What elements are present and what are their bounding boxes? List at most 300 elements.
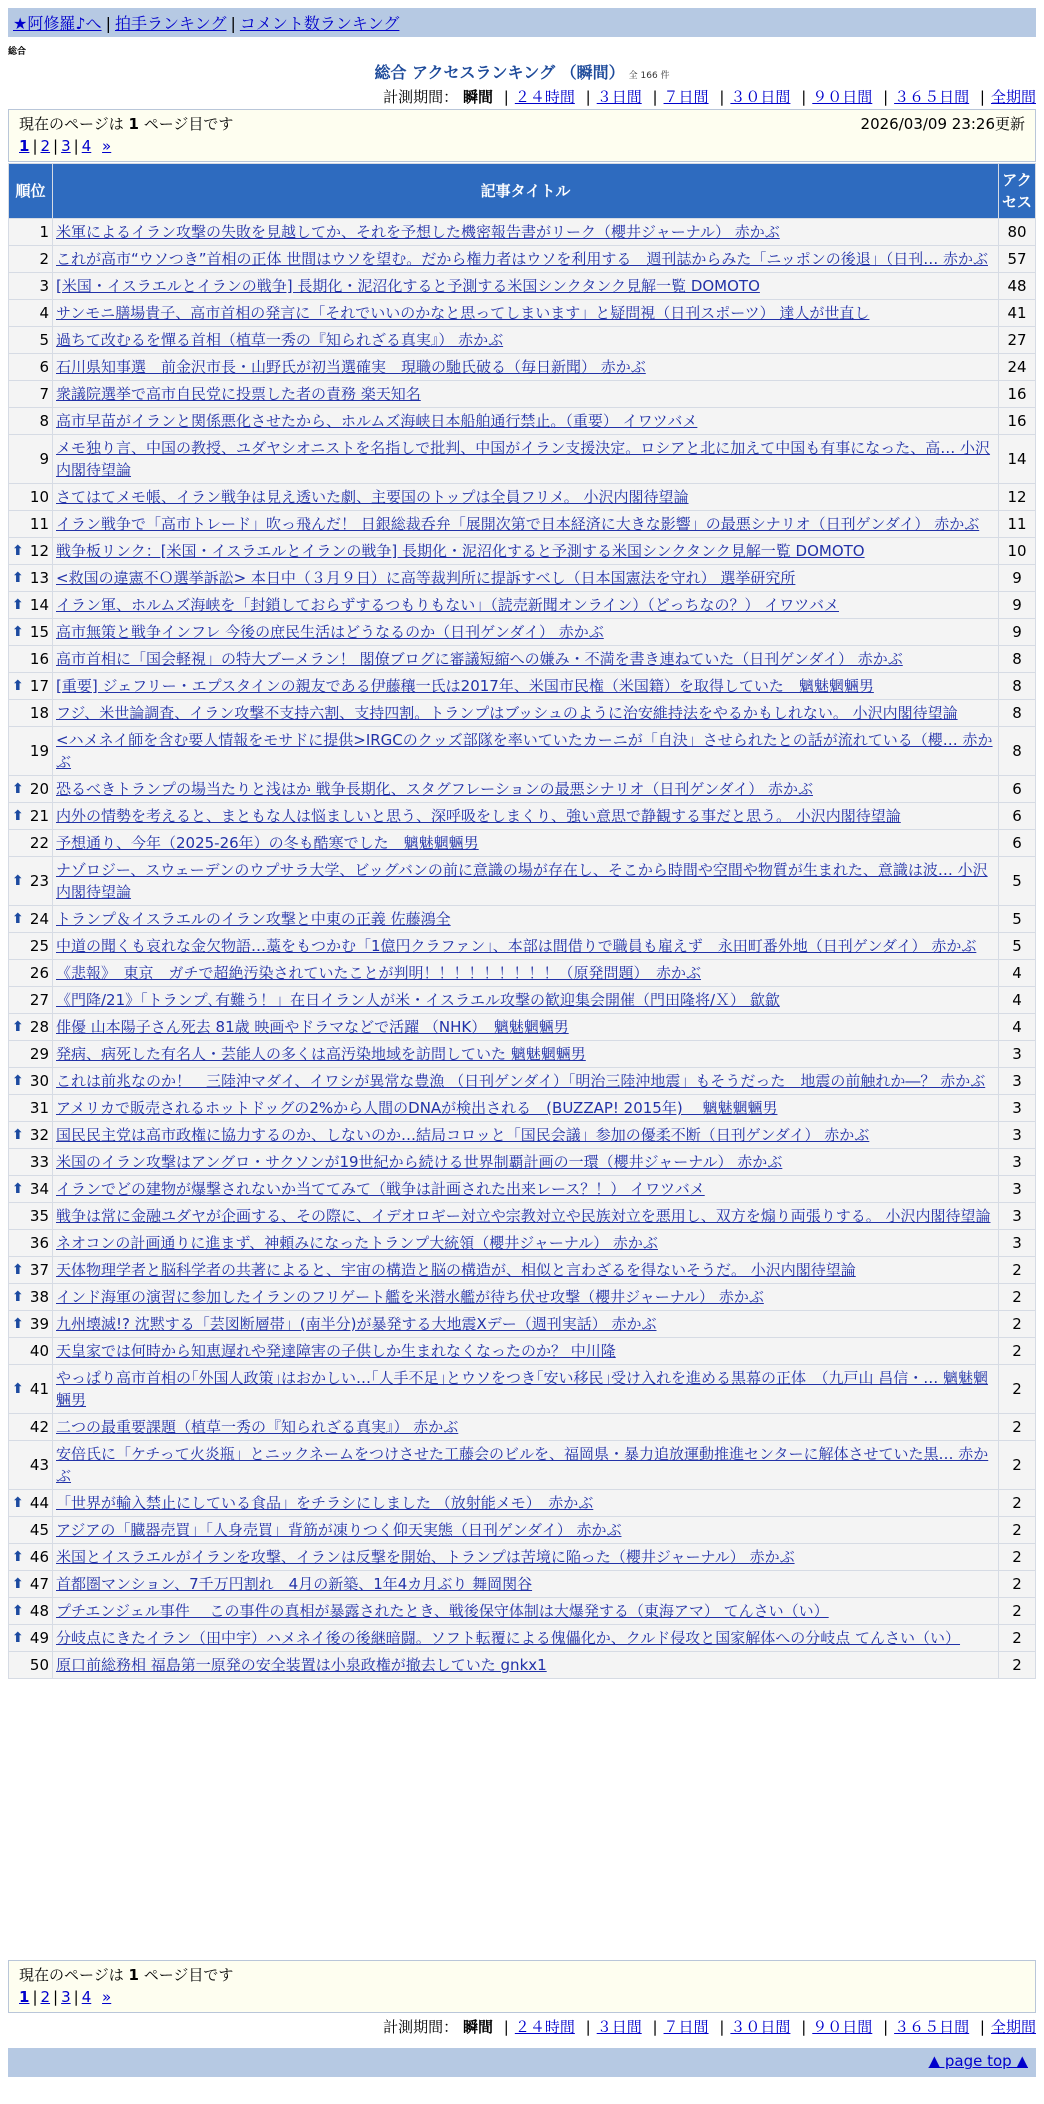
title-cell bbox=[53, 592, 998, 618]
table-row bbox=[9, 1203, 1035, 1229]
article-link[interactable]: 九州壊滅!? 沈黙する「芸図断層帯」(南半分)が暴発する大地震Xデー（週刊実話） 赤かぶ bbox=[56, 1315, 657, 1333]
rank-number: 13 bbox=[29, 569, 49, 587]
access-count: 10 bbox=[999, 538, 1035, 564]
rank-cell bbox=[9, 1544, 52, 1570]
access-count: 3 bbox=[999, 1041, 1035, 1067]
title-cell bbox=[53, 727, 998, 775]
article-link[interactable]: 天体物理学者と脳科学者の共著によると、宇宙の構造と脳の構造が、相似と言わざるを得ないそうだ。 小沢内閣待望論 bbox=[56, 1261, 856, 1279]
access-count: 4 bbox=[999, 987, 1035, 1013]
period-selector-bottom: 計測期間： 瞬間 | ２４時間 | ３日間 | ７日間 | ３０日間 | ９０日間 | ３６５日間 | 全期間 bbox=[383, 2018, 1036, 2036]
title-cell bbox=[53, 906, 998, 932]
table-row bbox=[9, 592, 1035, 618]
article-link[interactable]: 「世界が輸入禁止にしている食品」をチラシにしました （放射能メモ） 赤かぶ bbox=[56, 1494, 594, 1512]
access-count: 11 bbox=[999, 511, 1035, 537]
page-title-text: 総合 アクセスランキング （瞬間） bbox=[374, 63, 625, 82]
rank-up-arrow-icon: ⬆ bbox=[12, 1127, 24, 1143]
access-count: 12 bbox=[999, 484, 1035, 510]
table-row bbox=[9, 960, 1035, 986]
period-link-30d[interactable]: ３０日間 bbox=[730, 88, 791, 106]
rank-up-arrow-icon: ⬆ bbox=[12, 781, 24, 797]
article-link[interactable]: これは前兆なのか！ 三陸沖マダイ、イワシが異常な豊漁 （日刊ゲンダイ）「明治三陸沖地震」もそうだった 地震の前触れか―？ 赤かぶ bbox=[56, 1072, 986, 1090]
access-count: 16 bbox=[999, 408, 1035, 434]
period-label: 計測期間： bbox=[383, 88, 459, 106]
table-row bbox=[9, 933, 1035, 959]
rank-up-arrow-icon: ⬆ bbox=[12, 1549, 24, 1565]
rank-cell bbox=[9, 1598, 52, 1624]
article-link[interactable]: トランプ＆イスラエルのイラン攻撃と中東の正義 佐藤鴻全 bbox=[56, 910, 451, 928]
article-link[interactable]: [米国・イスラエルとイランの戦争] 長期化・泥沼化すると予測する米国シンクタンク見解一覧 DOMOTO bbox=[56, 277, 760, 295]
rank-cell bbox=[9, 1041, 52, 1067]
page-status: 現在のページは 1 ページ目です bbox=[19, 115, 234, 133]
article-link[interactable]: 二つの最重要課題（植草一秀の『知られざる真実』） 赤かぶ bbox=[56, 1418, 459, 1436]
rank-number: 48 bbox=[29, 1602, 49, 1620]
title-cell bbox=[53, 1652, 998, 1678]
table-row bbox=[9, 987, 1035, 1013]
table-row bbox=[9, 1014, 1035, 1040]
period-link-365d[interactable]: ３６５日間 bbox=[894, 2018, 970, 2036]
table-row bbox=[9, 1068, 1035, 1094]
rank-number: 39 bbox=[29, 1315, 49, 1333]
rank-number: 30 bbox=[29, 1072, 49, 1090]
rank-cell bbox=[9, 1176, 52, 1202]
rank-cell bbox=[9, 1230, 52, 1256]
category-label: 総合 bbox=[8, 47, 27, 57]
rank-cell bbox=[9, 1257, 52, 1283]
article-link[interactable]: 分岐点にきたイラン（田中宇）ハメネイ後の後継暗闘。ソフト転覆による傀儡化か、クルド侵攻と国家解体への分岐点 てんさい（い） bbox=[56, 1629, 961, 1647]
table-row bbox=[9, 1041, 1035, 1067]
rank-cell bbox=[9, 1490, 52, 1516]
rank-cell bbox=[9, 381, 52, 407]
article-link[interactable]: 高市早苗がイランと関係悪化させたから、ホルムズ海峡日本船舶通行禁止。（重要） イワツバメ bbox=[56, 412, 698, 430]
rank-cell bbox=[9, 830, 52, 856]
rank-number: 40 bbox=[29, 1342, 49, 1360]
rank-up-arrow-icon: ⬆ bbox=[12, 1289, 24, 1305]
page-top-link[interactable]: ▲ page top ▲ bbox=[928, 2052, 1028, 2070]
period-link-all[interactable]: 全期間 bbox=[990, 88, 1036, 106]
access-count: 24 bbox=[999, 354, 1035, 380]
rank-number: 15 bbox=[29, 623, 49, 641]
article-link[interactable]: <救国の違憲不Ｏ選挙訴訟> 本日中（３月９日）に高等裁判所に提訴すべし（日本国憲法を守れ） 選挙研究所 bbox=[56, 569, 796, 587]
rank-up-arrow-icon: ⬆ bbox=[12, 1576, 24, 1592]
table-row bbox=[9, 354, 1035, 380]
article-link[interactable]: フジ、米世論調査、イラン攻撃不支持六割、支持四割。トランプはブッシュのように治安維持法をやるかもしれない。 小沢内閣待望論 bbox=[56, 704, 958, 722]
page-link-1[interactable]: 1 bbox=[19, 137, 30, 155]
rank-cell bbox=[9, 1149, 52, 1175]
title-cell bbox=[53, 484, 998, 510]
access-count: 3 bbox=[999, 1230, 1035, 1256]
title-cell bbox=[53, 246, 998, 272]
article-link[interactable]: 国民民主党は高市政権に協力するのか、しないのか…結局コロッと「国民会議」参加の優柔不断（日刊ゲンダイ） 赤かぶ bbox=[56, 1126, 870, 1144]
page-status-bottom: 現在のページは 1 ページ目です bbox=[19, 1966, 234, 1984]
title-cell bbox=[53, 1257, 998, 1283]
rank-cell bbox=[9, 727, 52, 775]
rank-cell bbox=[9, 300, 52, 326]
title-cell bbox=[53, 435, 998, 483]
rank-number: 20 bbox=[29, 780, 49, 798]
page-link-2[interactable]: 2 bbox=[40, 137, 51, 155]
rank-cell bbox=[9, 1338, 52, 1364]
rank-number: 42 bbox=[29, 1418, 49, 1436]
page-link-1[interactable]: 1 bbox=[19, 1988, 30, 2006]
article-link[interactable]: プチエンジェル事件 この事件の真相が暴露されたとき、戦後保守体制は大爆発する（東海アマ） てんさい（い） bbox=[56, 1602, 829, 1620]
rank-number: 26 bbox=[29, 964, 49, 982]
article-link[interactable]: 中道の聞くも哀れな金欠物語…藁をもつかむ「1億円クラファン」、本部は間借りで職員も雇えず 永田町番外地（日刊ゲンダイ） 赤かぶ bbox=[56, 937, 977, 955]
title-cell bbox=[53, 1517, 998, 1543]
next-page-link[interactable]: » bbox=[102, 1988, 112, 2006]
title-cell bbox=[53, 1338, 998, 1364]
rank-cell bbox=[9, 987, 52, 1013]
rank-cell bbox=[9, 484, 52, 510]
rank-number: 33 bbox=[29, 1153, 49, 1171]
access-count: 4 bbox=[999, 1014, 1035, 1040]
table-row bbox=[9, 565, 1035, 591]
period-link-24h[interactable]: ２４時間 bbox=[514, 2018, 575, 2036]
access-count: 4 bbox=[999, 960, 1035, 986]
article-link[interactable]: 米国とイスラエルがイランを攻撃、イランは反撃を開始、トランプは苦境に陥った（櫻井ジャーナル） 赤かぶ bbox=[56, 1548, 795, 1566]
article-link[interactable]: 米軍によるイラン攻撃の失敗を見越してか、それを予想した機密報告書がリーク（櫻井ジャーナル） 赤かぶ bbox=[56, 223, 780, 241]
table-row bbox=[9, 776, 1035, 802]
column-header-access: アクセス bbox=[999, 164, 1035, 218]
article-link[interactable]: 恐るべきトランプの場当たりと浅はか 戦争長期化、スタグフレーションの最悪シナリオ（日刊ゲンダイ） 赤かぶ bbox=[56, 780, 813, 798]
page-link-4[interactable]: 4 bbox=[81, 137, 92, 155]
title-cell bbox=[53, 219, 998, 245]
table-row bbox=[9, 435, 1035, 483]
title-cell bbox=[53, 673, 998, 699]
article-link[interactable]: ナゾロジー、スウェーデンのウプサラ大学、ビッグバンの前に意識の場が存在し、そこから時間や空間や物質が生まれた、意識は波… 小沢内閣待望論 bbox=[56, 861, 988, 901]
period-link-90d[interactable]: ９０日間 bbox=[812, 88, 873, 106]
article-link[interactable]: 《門降/21》「トランプ､有難う！」在日イラン人が米・イスラエル攻撃の歓迎集会開催（門田隆将/Ｘ） 歙歙 bbox=[56, 991, 780, 1009]
title-cell bbox=[53, 1068, 998, 1094]
period-current: 瞬間 bbox=[462, 88, 493, 106]
title-cell bbox=[53, 1284, 998, 1310]
rank-number: 22 bbox=[29, 834, 49, 852]
access-count: 41 bbox=[999, 300, 1035, 326]
article-link[interactable]: サンモニ膳場貴子、高市首相の発言に「それでいいのかなと思ってしまいます」と疑問視（日刊スポーツ） 達人が世直し bbox=[56, 304, 870, 322]
title-cell bbox=[53, 933, 998, 959]
period-label: 計測期間： bbox=[383, 2018, 459, 2036]
article-link[interactable]: 内外の情勢を考えると、まともな人は悩ましいと思う、深呼吸をしまくり、強い意思で静観する事だと思う。 小沢内閣待望論 bbox=[56, 807, 901, 825]
column-header-title: 記事タイトル bbox=[53, 164, 998, 218]
rank-number: 5 bbox=[39, 331, 49, 349]
rank-cell bbox=[9, 1122, 52, 1148]
article-link[interactable]: アジアの「臓器売買」「人身売買」背筋が凍りつく仰天実態（日刊ゲンダイ） 赤かぶ bbox=[56, 1521, 622, 1539]
access-count: 57 bbox=[999, 246, 1035, 272]
rank-cell bbox=[9, 511, 52, 537]
article-link[interactable]: 俳優 山本陽子さん死去 81歳 映画やドラマなどで活躍 （NHK） 魑魅魍魎男 bbox=[56, 1018, 569, 1036]
title-cell bbox=[53, 1490, 998, 1516]
rank-cell bbox=[9, 619, 52, 645]
page-link-3[interactable]: 3 bbox=[61, 137, 71, 155]
rank-number: 27 bbox=[29, 991, 49, 1009]
bottom-bar bbox=[8, 2048, 1036, 2077]
title-cell bbox=[53, 300, 998, 326]
article-link[interactable]: 米国のイラン攻撃はアングロ・サクソンが19世紀から続ける世界制覇計画の一環（櫻井ジャーナル） 赤かぶ bbox=[56, 1153, 783, 1171]
rank-up-arrow-icon: ⬆ bbox=[12, 1495, 24, 1511]
rank-up-arrow-icon: ⬆ bbox=[12, 1262, 24, 1278]
rank-cell bbox=[9, 933, 52, 959]
article-link[interactable]: アメリカで販売されるホットドッグの2%から人間のDNAが検出される (BUZZAP! 2015年) 魑魅魍魎男 bbox=[56, 1099, 778, 1117]
title-cell bbox=[53, 1365, 998, 1413]
access-count: 8 bbox=[999, 727, 1035, 775]
rank-cell bbox=[9, 1095, 52, 1121]
access-count: 3 bbox=[999, 1149, 1035, 1175]
rank-up-arrow-icon: ⬆ bbox=[12, 808, 24, 824]
title-cell bbox=[53, 1544, 998, 1570]
period-link-3d[interactable]: ３日間 bbox=[596, 2018, 642, 2036]
rank-number: 6 bbox=[39, 358, 49, 376]
rank-cell bbox=[9, 1365, 52, 1413]
period-link-90d[interactable]: ９０日間 bbox=[812, 2018, 873, 2036]
table-row bbox=[9, 246, 1035, 272]
page-title bbox=[0, 60, 1044, 83]
rank-number: 24 bbox=[29, 910, 49, 928]
rank-number: 36 bbox=[29, 1234, 49, 1252]
access-count: 5 bbox=[999, 857, 1035, 905]
clap-ranking-link[interactable]: 拍手ランキング bbox=[114, 14, 227, 33]
access-count: 3 bbox=[999, 1068, 1035, 1094]
article-link[interactable]: メモ独り言、中国の教授、ユダヤシオニストを名指しで批判、中国がイラン支援決定。ロシアと北に加えて中国も有事になった、高… 小沢内閣待望論 bbox=[56, 439, 991, 479]
rank-cell bbox=[9, 565, 52, 591]
article-link[interactable]: 戦争は常に金融ユダヤが企画する、その際に、イデオロギー対立や宗教対立や民族対立を悪用し、双方を煽り両張りする。 小沢内閣待望論 bbox=[56, 1207, 991, 1225]
rank-up-arrow-icon: ⬆ bbox=[12, 1181, 24, 1197]
total-count: 全 166 件 bbox=[628, 71, 670, 81]
table-row bbox=[9, 1490, 1035, 1516]
title-cell bbox=[53, 1041, 998, 1067]
access-count: 5 bbox=[999, 906, 1035, 932]
access-count: 2 bbox=[999, 1311, 1035, 1337]
rank-cell bbox=[9, 246, 52, 272]
access-count: 5 bbox=[999, 933, 1035, 959]
article-link[interactable]: やっぱり高市首相の｢外国人政策｣はおかしい…｢人手不足｣とウソをつき｢安い移民｣受け入れを進める黒幕の正体 （九戸山 昌信・… 魑魅魍魎男 bbox=[56, 1369, 989, 1409]
access-count: 6 bbox=[999, 803, 1035, 829]
rank-cell bbox=[9, 857, 52, 905]
period-link-24h[interactable]: ２４時間 bbox=[514, 88, 575, 106]
rank-up-arrow-icon: ⬆ bbox=[12, 1381, 24, 1397]
article-link[interactable]: 発病、病死した有名人・芸能人の多くは高汚染地域を訪問していた 魑魅魍魎男 bbox=[56, 1045, 586, 1063]
title-cell bbox=[53, 1625, 998, 1651]
access-count: 27 bbox=[999, 327, 1035, 353]
rank-number: 4 bbox=[39, 304, 49, 322]
table-row bbox=[9, 1365, 1035, 1413]
table-row bbox=[9, 1149, 1035, 1175]
rank-number: 46 bbox=[29, 1548, 49, 1566]
title-cell bbox=[53, 1571, 998, 1597]
access-count: 3 bbox=[999, 1203, 1035, 1229]
updated-timestamp: 2026/03/09 23:26更新 bbox=[860, 115, 1025, 133]
rank-cell bbox=[9, 803, 52, 829]
ranking-table bbox=[8, 163, 1036, 1679]
rank-up-arrow-icon: ⬆ bbox=[12, 1073, 24, 1089]
access-count: 2 bbox=[999, 1652, 1035, 1678]
title-cell bbox=[53, 1441, 998, 1489]
title-cell bbox=[53, 1095, 998, 1121]
article-link[interactable]: 《悲報》 東京 ガチで超絶汚染されていたことが判明！！！！！！！！！（原発問題） 赤かぶ bbox=[56, 964, 702, 982]
access-count: 2 bbox=[999, 1571, 1035, 1597]
rank-number: 23 bbox=[29, 872, 49, 890]
table-row bbox=[9, 1517, 1035, 1543]
rank-up-arrow-icon: ⬆ bbox=[12, 1603, 24, 1619]
table-row bbox=[9, 1598, 1035, 1624]
article-link[interactable]: 石川県知事選 前金沢市長・山野氏が初当選確実 現職の馳氏破る（毎日新聞） 赤かぶ bbox=[56, 358, 646, 376]
access-count: 6 bbox=[999, 830, 1035, 856]
article-link[interactable]: 首都圏マンション、7千万円割れ 4月の新築、1年4カ月ぶり 舞岡関谷 bbox=[56, 1575, 533, 1593]
rank-number: 35 bbox=[29, 1207, 49, 1225]
period-link-3d[interactable]: ３日間 bbox=[596, 88, 642, 106]
title-cell bbox=[53, 830, 998, 856]
article-link[interactable]: インド海軍の演習に参加したイランのフリゲート艦を米潜水艦が待ち伏せ攻撃（櫻井ジャーナル） 赤かぶ bbox=[56, 1288, 764, 1306]
article-link[interactable]: イラン軍、ホルムズ海峡を「封鎖しておらずするつもりもない」（読売新聞オンライン）（どっちなの？） イワツバメ bbox=[56, 596, 839, 614]
top-nav-bar: ★阿修羅♪へ | 拍手ランキング | コメント数ランキング bbox=[8, 8, 1036, 37]
access-count: 14 bbox=[999, 435, 1035, 483]
access-count: 2 bbox=[999, 1598, 1035, 1624]
article-link[interactable]: 過ちて改むるを憚る首相（植草一秀の『知られざる真実』） 赤かぶ bbox=[56, 331, 504, 349]
table-row bbox=[9, 1230, 1035, 1256]
period-link-7d[interactable]: ７日間 bbox=[663, 88, 709, 106]
table-row bbox=[9, 511, 1035, 537]
access-count: 2 bbox=[999, 1338, 1035, 1364]
rank-up-arrow-icon: ⬆ bbox=[12, 1316, 24, 1332]
access-count: 2 bbox=[999, 1490, 1035, 1516]
rank-cell bbox=[9, 1441, 52, 1489]
article-link[interactable]: 天皇家では何時から知恵遅れや発達障害の子供しか生まれなくなったのか？ 中川隆 bbox=[56, 1342, 616, 1360]
article-link[interactable]: <ハメネイ師を含む要人情報をモサドに提供>IRGCのクッズ部隊を率いていたカーニが「自決」させられたとの話が流れている（櫻… 赤かぶ bbox=[56, 731, 993, 771]
rank-cell bbox=[9, 1625, 52, 1651]
rank-cell bbox=[9, 1311, 52, 1337]
rank-cell bbox=[9, 906, 52, 932]
rank-cell bbox=[9, 1068, 52, 1094]
table-row bbox=[9, 1544, 1035, 1570]
article-link[interactable]: 高市無策と戦争インフレ 今後の庶民生活はどうなるのか（日刊ゲンダイ） 赤かぶ bbox=[56, 623, 604, 641]
table-row bbox=[9, 219, 1035, 245]
rank-number: 32 bbox=[29, 1126, 49, 1144]
rank-up-arrow-icon: ⬆ bbox=[12, 624, 24, 640]
rank-cell bbox=[9, 960, 52, 986]
rank-cell bbox=[9, 1652, 52, 1678]
rank-cell bbox=[9, 219, 52, 245]
access-count: 8 bbox=[999, 673, 1035, 699]
title-cell bbox=[53, 700, 998, 726]
table-row bbox=[9, 484, 1035, 510]
article-link[interactable]: 予想通り、今年（2025-26年）の冬も酷寒でした 魑魅魍魎男 bbox=[56, 834, 479, 852]
rank-number: 28 bbox=[29, 1018, 49, 1036]
page-link-3[interactable]: 3 bbox=[61, 1988, 71, 2006]
article-link[interactable]: 戦争板リンク：[米国・イスラエルとイランの戦争] 長期化・泥沼化すると予測する米国シンクタンク見解一覧 DOMOTO bbox=[56, 542, 865, 560]
article-link[interactable]: [重要] ジェフリー・エプスタインの親友である伊藤穰一氏は2017年、米国市民権（米国籍）を取得していた 魑魅魍魎男 bbox=[56, 677, 874, 695]
rank-cell bbox=[9, 273, 52, 299]
article-link[interactable]: 高市首相に「国会軽視」の特大ブーメラン！ 閣僚ブログに審議短縮への嫌み・不満を書き連ねていた（日刊ゲンダイ） 赤かぶ bbox=[56, 650, 903, 668]
rank-number: 2 bbox=[39, 250, 49, 268]
title-cell bbox=[53, 857, 998, 905]
rank-cell bbox=[9, 1203, 52, 1229]
article-link[interactable]: イラン戦争で「高市トレード」吹っ飛んだ！ 日銀総裁呑弁「展開次第で日本経済に大きな影響」の最悪シナリオ（日刊ゲンダイ） 赤かぶ bbox=[56, 515, 980, 533]
rank-number: 47 bbox=[29, 1575, 49, 1593]
access-count: 2 bbox=[999, 1517, 1035, 1543]
rank-cell bbox=[9, 1571, 52, 1597]
access-count: 9 bbox=[999, 565, 1035, 591]
article-link[interactable]: 衆議院選挙で高市自民党に投票した者の責務 楽天知名 bbox=[56, 385, 421, 403]
next-page-link[interactable]: » bbox=[102, 137, 112, 155]
access-count: 8 bbox=[999, 646, 1035, 672]
period-link-365d[interactable]: ３６５日間 bbox=[894, 88, 970, 106]
title-cell bbox=[53, 776, 998, 802]
access-count: 80 bbox=[999, 219, 1035, 245]
title-cell bbox=[53, 565, 998, 591]
access-count: 9 bbox=[999, 592, 1035, 618]
article-link[interactable]: 原口前総務相 福島第一原発の安全装置は小泉政権が撤去していた gnkx1 bbox=[56, 1656, 547, 1674]
table-row bbox=[9, 646, 1035, 672]
table-row bbox=[9, 1284, 1035, 1310]
rank-cell bbox=[9, 700, 52, 726]
table-row bbox=[9, 1257, 1035, 1283]
table-row bbox=[9, 408, 1035, 434]
period-link-7d[interactable]: ７日間 bbox=[663, 2018, 709, 2036]
period-link-30d[interactable]: ３０日間 bbox=[730, 2018, 791, 2036]
title-cell bbox=[53, 1414, 998, 1440]
rank-up-arrow-icon: ⬆ bbox=[12, 1019, 24, 1035]
page-link-4[interactable]: 4 bbox=[81, 1988, 92, 2006]
article-link[interactable]: イランでどの建物が爆撃されないか当ててみて（戦争は計画された出来レース？！） イワツバメ bbox=[56, 1180, 705, 1198]
comment-ranking-link[interactable]: コメント数ランキング bbox=[239, 14, 400, 33]
table-row bbox=[9, 1338, 1035, 1364]
article-link[interactable]: 安倍氏に「ケチって火炎瓶」とニックネームをつけさせた工藤会のビルを、福岡県・暴力追放運動推進センターに解体させていた黒… 赤かぶ bbox=[56, 1445, 989, 1485]
article-link[interactable]: これが高市“ウソつき”首相の正体 世間はウソを望む。だから権力者はウソを利用する 週刊誌からみた「ニッポンの後退」（日刊… 赤かぶ bbox=[56, 250, 988, 268]
access-count: 2 bbox=[999, 1257, 1035, 1283]
title-cell bbox=[53, 1598, 998, 1624]
period-link-all[interactable]: 全期間 bbox=[990, 2018, 1036, 2036]
access-count: 3 bbox=[999, 1122, 1035, 1148]
title-cell bbox=[53, 1203, 998, 1229]
rank-cell bbox=[9, 776, 52, 802]
rank-up-arrow-icon: ⬆ bbox=[12, 873, 24, 889]
rank-number: 7 bbox=[39, 385, 49, 403]
rank-number: 19 bbox=[29, 742, 49, 760]
table-row bbox=[9, 803, 1035, 829]
title-cell bbox=[53, 646, 998, 672]
title-cell bbox=[53, 619, 998, 645]
home-link[interactable]: ★阿修羅♪へ bbox=[13, 14, 102, 33]
table-row bbox=[9, 1122, 1035, 1148]
rank-up-arrow-icon: ⬆ bbox=[12, 543, 24, 559]
access-count: 2 bbox=[999, 1625, 1035, 1651]
rank-up-arrow-icon: ⬆ bbox=[12, 597, 24, 613]
rank-cell bbox=[9, 673, 52, 699]
rank-number: 49 bbox=[29, 1629, 49, 1647]
rank-cell bbox=[9, 646, 52, 672]
page-info-bottom bbox=[8, 1960, 1036, 2013]
table-row bbox=[9, 1095, 1035, 1121]
table-row bbox=[9, 1176, 1035, 1202]
rank-cell bbox=[9, 435, 52, 483]
rank-number: 34 bbox=[29, 1180, 49, 1198]
rank-cell bbox=[9, 354, 52, 380]
rank-cell bbox=[9, 327, 52, 353]
access-count: 2 bbox=[999, 1414, 1035, 1440]
table-row bbox=[9, 1414, 1035, 1440]
rank-number: 44 bbox=[29, 1494, 49, 1512]
rank-number: 45 bbox=[29, 1521, 49, 1539]
table-row bbox=[9, 1652, 1035, 1678]
rank-number: 17 bbox=[29, 677, 49, 695]
article-link[interactable]: ネオコンの計画通りに進まず、神頼みになったトランプ大統領（櫻井ジャーナル） 赤かぶ bbox=[56, 1234, 658, 1252]
rank-up-arrow-icon: ⬆ bbox=[12, 678, 24, 694]
article-link[interactable]: さてはてメモ帳、イラン戦争は見え透いた劇、主要国のトップは全員フリメ。 小沢内閣待望論 bbox=[56, 488, 689, 506]
pagination-bottom: 1 | 2 | 3 | 4 » bbox=[19, 1988, 112, 2006]
title-cell bbox=[53, 408, 998, 434]
rank-number: 10 bbox=[29, 488, 49, 506]
rank-number: 50 bbox=[29, 1656, 49, 1674]
page-link-2[interactable]: 2 bbox=[40, 1988, 51, 2006]
rank-number: 18 bbox=[29, 704, 49, 722]
